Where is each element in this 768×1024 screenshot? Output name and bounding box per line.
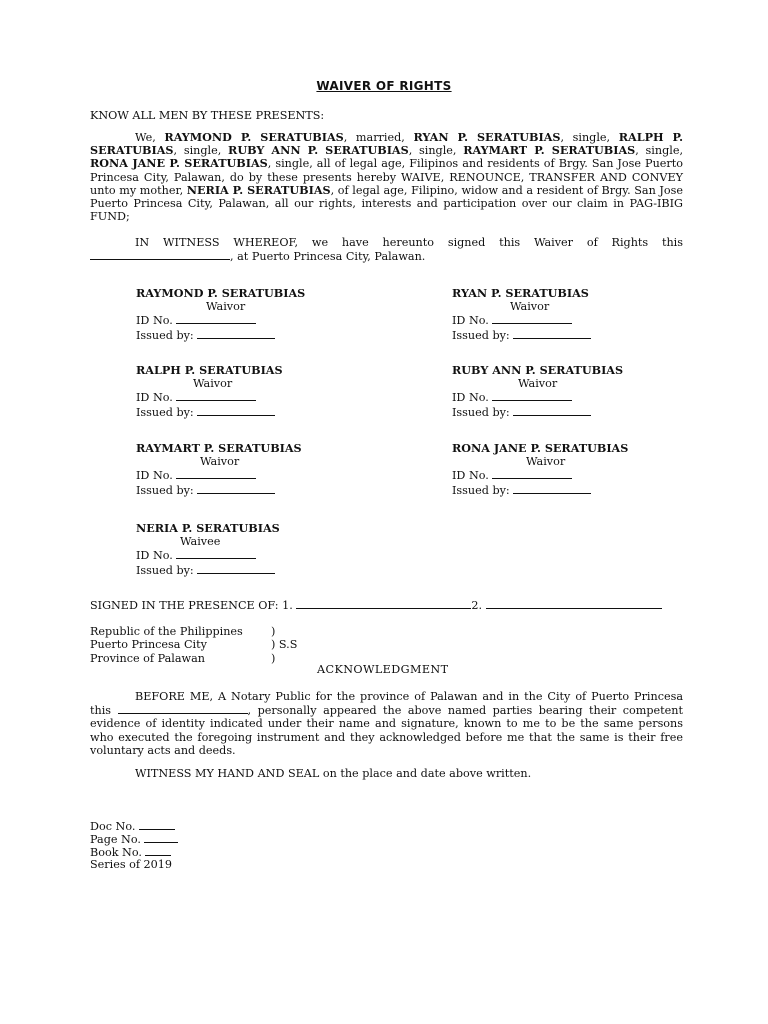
- issued-row: [136, 563, 376, 577]
- body-text: , single,: [635, 144, 683, 158]
- ack-text: , personally appeared the above named parties bearing their competent evidence of identity indicated under their name and signature, known to me to be the same persons who executed the foregoing instrument and they acknowledged before me that the same is their free voluntary acts and deeds.: [90, 704, 683, 757]
- party-name-ruby-ann: RUBY ANN P. SERATUBIAS: [228, 143, 409, 158]
- issued-row: [452, 405, 692, 419]
- party-name-neria: NERIA P. SERATUBIAS: [186, 182, 331, 197]
- id-label: ID No.: [136, 314, 173, 328]
- id-label: ID No.: [136, 391, 173, 405]
- party-name-ryan: RYAN P. SERATUBIAS: [413, 130, 561, 144]
- party-name-raymart: RAYMART P. SERATUBIAS: [463, 143, 636, 158]
- book-blank-line: [145, 845, 171, 856]
- issued-row: [452, 328, 692, 342]
- id-row: [136, 313, 376, 327]
- issued-blank-line: [197, 405, 275, 416]
- party-role: Waivor: [206, 300, 246, 314]
- issued-blank-line: [197, 328, 275, 339]
- acknowledgment-title: ACKNOWLEDGMENT: [317, 663, 449, 676]
- issued-label: Issued by:: [452, 405, 510, 419]
- notary-book-label: Book No.: [90, 846, 142, 859]
- witness-number-1: 1.: [282, 599, 293, 612]
- witness-number-2: 2.: [471, 599, 483, 612]
- id-blank-line: [176, 468, 256, 479]
- issued-blank-line: [513, 405, 591, 416]
- witness-text: IN WITNESS WHEREOF, we have hereunto signed this Waiver of Rights this: [135, 236, 683, 249]
- party-name: RALPH P. SERATUBIAS: [136, 363, 283, 377]
- body-text: , married,: [343, 131, 414, 144]
- party-role: Waivor: [193, 377, 233, 391]
- ack-date-blank-line: [118, 703, 248, 714]
- venue-province: Province of Palawan: [90, 651, 205, 665]
- body-text: We,: [135, 131, 165, 144]
- id-label: ID No.: [452, 391, 489, 405]
- id-row: [136, 390, 376, 404]
- issued-label: Issued by:: [136, 483, 194, 497]
- venue-bracket: ): [271, 651, 276, 665]
- party-role: Waivor: [526, 455, 566, 469]
- id-label: ID No.: [452, 469, 489, 483]
- id-blank-line: [176, 313, 256, 324]
- acknowledgment-paragraph: [90, 690, 683, 757]
- body-paragraph: [90, 131, 683, 223]
- issued-row: [452, 483, 692, 497]
- issued-row: [136, 483, 376, 497]
- venue-country: Republic of the Philippines: [90, 625, 243, 638]
- party-role: Waivor: [510, 300, 550, 314]
- venue-row: [90, 638, 298, 652]
- issued-blank-line: [197, 483, 275, 494]
- venue-bracket: ): [271, 625, 276, 638]
- party-name: RONA JANE P. SERATUBIAS: [452, 441, 629, 455]
- issued-blank-line: [513, 483, 591, 494]
- id-label: ID No.: [452, 314, 489, 328]
- signed-presence-line: [90, 598, 662, 612]
- body-text: , single,: [173, 144, 229, 158]
- body-text: , of legal age, Filipino, widow and a resident of Brgy. San Jose Puerto Princesa City, Palawan, all our rights, interests and participation over our claim in PAG-IBIG FUND;: [90, 183, 683, 224]
- party-block-raymond: [136, 287, 376, 342]
- id-row: [136, 548, 376, 562]
- issued-label: Issued by:: [136, 328, 194, 342]
- party-role: Waivor: [200, 455, 240, 469]
- party-name: RAYMOND P. SERATUBIAS: [136, 286, 306, 300]
- id-blank-line: [492, 313, 572, 324]
- issued-blank-line: [513, 328, 591, 339]
- notary-series: Series of 2019: [90, 858, 173, 871]
- witness-1-blank-line: [296, 598, 471, 609]
- issued-row: [136, 328, 376, 342]
- notary-doc-label: Doc No.: [90, 820, 136, 833]
- id-label: ID No.: [136, 549, 173, 563]
- body-text: , single,: [560, 131, 619, 144]
- venue-block: [90, 625, 298, 665]
- party-role: Waivor: [518, 377, 558, 391]
- party-block-ralph: [136, 364, 376, 419]
- ack-text: BEFORE ME, A Notary Public for the province of Palawan and in the City of Puerto Princesa this: [90, 690, 683, 718]
- id-row: [452, 468, 692, 482]
- id-row: [452, 390, 692, 404]
- party-name: RAYMART P. SERATUBIAS: [136, 441, 302, 455]
- party-name-raymond: RAYMOND P. SERATUBIAS: [164, 130, 344, 144]
- id-row: [452, 313, 692, 327]
- venue-city: Puerto Princesa City: [90, 638, 207, 652]
- issued-row: [136, 405, 376, 419]
- date-blank-line: [90, 249, 230, 260]
- party-block-neria: [136, 522, 376, 577]
- witness-text: , at Puerto Princesa City, Palawan.: [230, 250, 426, 264]
- id-blank-line: [492, 390, 572, 401]
- venue-row: [90, 625, 276, 638]
- signed-presence-label: SIGNED IN THE PRESENCE OF:: [90, 599, 279, 612]
- id-row: [136, 468, 376, 482]
- party-role: Waivee: [180, 535, 221, 549]
- venue-ss: ) S.S: [271, 638, 298, 652]
- witness-hand-seal: WITNESS MY HAND AND SEAL on the place and date above written.: [135, 767, 532, 780]
- opening-line: KNOW ALL MEN BY THESE PRESENTS:: [90, 109, 325, 122]
- party-block-ryan: [452, 287, 692, 342]
- venue-row: [90, 651, 276, 665]
- id-label: ID No.: [136, 469, 173, 483]
- witness-2-blank-line: [486, 598, 662, 609]
- document-title: WAIVER OF RIGHTS: [316, 79, 452, 93]
- body-text: , single,: [408, 144, 464, 158]
- doc-blank-line: [139, 819, 175, 830]
- party-name-rona-jane: RONA JANE P. SERATUBIAS: [90, 156, 268, 171]
- id-blank-line: [176, 548, 256, 559]
- id-blank-line: [176, 390, 256, 401]
- party-block-rona-jane: [452, 442, 692, 497]
- party-block-ruby-ann: [452, 364, 692, 419]
- issued-label: Issued by:: [136, 563, 194, 577]
- party-name: NERIA P. SERATUBIAS: [136, 521, 280, 535]
- party-name-ralph: RALPH P. SERATUBIAS: [90, 130, 683, 158]
- issued-label: Issued by:: [452, 483, 510, 497]
- body-text: , single, all of legal age, Filipinos and residents of Brgy. San Jose Puerto Princesa City, Palawan, do by these presents hereby WAIVE, RENOUNCE, TRANSFER AND CONVEY unto my mother,: [90, 157, 683, 197]
- party-name: RYAN P. SERATUBIAS: [452, 286, 589, 300]
- issued-label: Issued by:: [136, 405, 194, 419]
- page-blank-line: [144, 832, 178, 843]
- notary-page-label: Page No.: [90, 833, 141, 846]
- issued-blank-line: [197, 563, 275, 574]
- party-name: RUBY ANN P. SERATUBIAS: [452, 363, 624, 377]
- witness-paragraph: [90, 236, 683, 263]
- issued-label: Issued by:: [452, 328, 510, 342]
- party-block-raymart: [136, 442, 376, 497]
- id-blank-line: [492, 468, 572, 479]
